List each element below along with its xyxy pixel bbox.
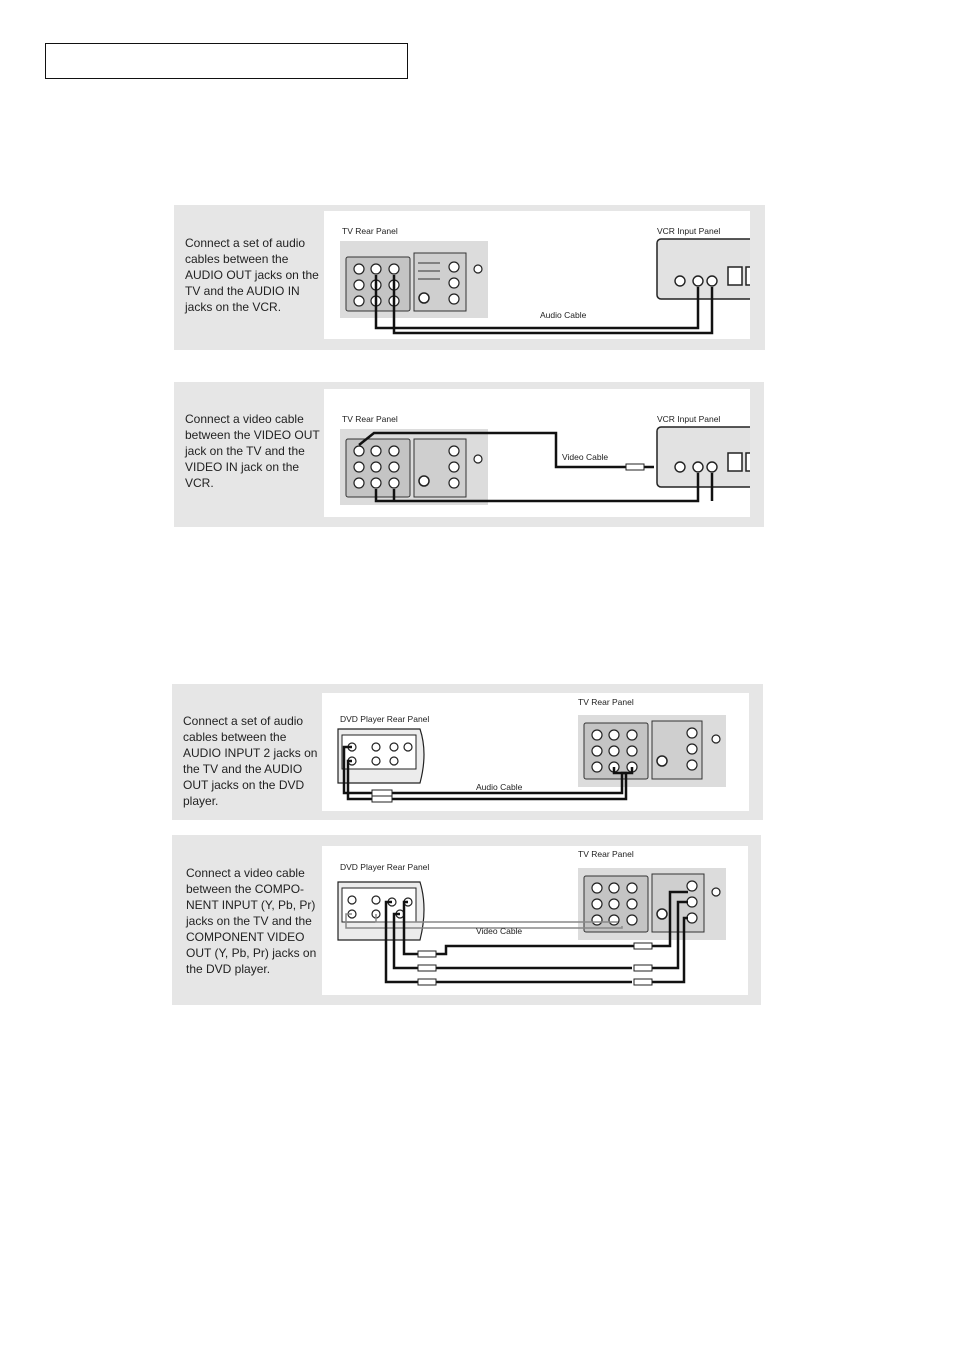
step-4-cable-label: Video Cable [476,926,523,936]
step-2-diagram-art [324,389,750,517]
step-2-cable-label: Video Cable [562,452,609,462]
step-1-instruction: Connect a set of audio cables between the AUDIO OUT jacks on the TV and the AUDIO IN jacks on the VCR. [185,236,319,314]
step-4-right-label: TV Rear Panel [578,849,634,859]
step-3-right-label: TV Rear Panel [578,697,634,707]
step-2-diagram [324,389,750,517]
step-3-panel [172,684,763,820]
step-3-diagram [322,693,749,811]
step-4-diagram [322,846,748,995]
step-3-diagram-art [322,693,749,811]
step-2-left-label: TV Rear Panel [342,414,398,424]
header-box [45,43,408,79]
step-2-instruction: Connect a video cable between the VIDEO OUT jack on the TV and the VIDEO IN jack on the VCR. [185,412,320,490]
step-3-cable-label: Audio Cable [476,782,523,792]
step-2-right-label: VCR Input Panel [657,414,721,424]
step-4-panel [172,835,761,1005]
step-4-left-label: DVD Player Rear Panel [340,862,430,872]
step-3-instruction: Connect a set of audio cables between the AUDIO INPUT 2 jacks on the TV and the AUDIO OUT jacks on the DVD player. [183,714,318,808]
step-1-panel [174,205,765,350]
step-4-instruction: Connect a video cable between the COMPO- NENT INPUT (Y, Pb, Pr) jacks on the TV and the COMPONENT VIDEO OUT (Y, Pb, Pr) jacks on the DVD player. [186,866,317,976]
step-1-right-label: VCR Input Panel [657,226,721,236]
step-3-left-label: DVD Player Rear Panel [340,714,430,724]
step-1-diagram [324,211,750,339]
step-2-panel [174,382,764,527]
step-1-cable-label: Audio Cable [540,310,587,320]
step-1-left-label: TV Rear Panel [342,226,398,236]
